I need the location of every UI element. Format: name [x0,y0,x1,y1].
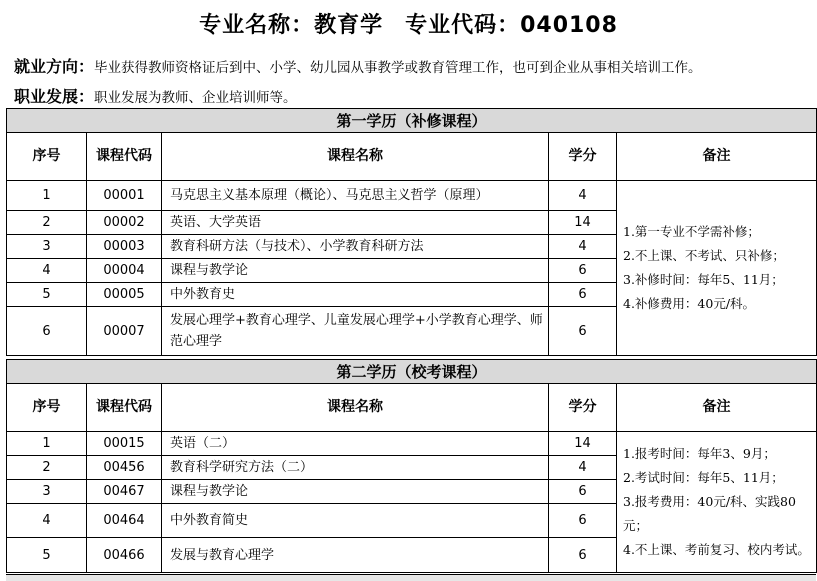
remark-line: 1.报考时间：每年3、9月； [623,446,776,461]
remark-line: 3.补修时间：每年5、11月； [623,272,784,287]
remarks-cell [617,432,817,573]
col-header-code: 课程代码 [87,133,162,181]
col-header-remarks: 备注 [617,384,817,432]
row-name: 英语（二） [162,432,549,456]
row-code: 00004 [87,259,162,283]
row-no: 4 [7,504,87,538]
row-name: 课程与教学论 [162,480,549,504]
row-code: 00467 [87,480,162,504]
remark-line: 4.补修费用：40元/科。 [623,296,756,311]
employment-direction [14,54,702,77]
row-credit: 6 [549,307,617,356]
row-credit: 6 [549,538,617,573]
row-credit: 4 [549,456,617,480]
row-code: 00003 [87,235,162,259]
col-header-remarks: 备注 [617,133,817,181]
row-no: 3 [7,235,87,259]
row-name: 中外教育史 [162,283,549,307]
col-header-credit: 学分 [549,384,617,432]
row-credit: 4 [549,181,617,211]
row-code: 00001 [87,181,162,211]
row-no: 5 [7,283,87,307]
row-name: 中外教育简史 [162,504,549,538]
row-no: 5 [7,538,87,573]
row-credit: 14 [549,432,617,456]
employment-text: 毕业获得教师资格证后到中、小学、幼儿园从事教学或教育管理工作，也可到企业从事相关培训工作。 [94,60,702,76]
row-code: 00007 [87,307,162,356]
school-exam-courses-table [6,359,817,573]
row-no: 4 [7,259,87,283]
col-header-credit: 学分 [549,133,617,181]
col-header-name: 课程名称 [162,384,549,432]
major-name: 专业名称：教育学 [199,13,384,38]
remark-line: 2.不上课、不考试、只补修； [623,248,785,263]
row-no: 2 [7,211,87,235]
row-name: 课程与教学论 [162,259,549,283]
row-code: 00466 [87,538,162,573]
row-credit: 14 [549,211,617,235]
row-no: 1 [7,181,87,211]
col-header-code: 课程代码 [87,384,162,432]
row-credit: 6 [549,504,617,538]
career-label: 职业发展： [14,87,95,106]
row-name: 发展心理学+教育心理学、儿童发展心理学+小学教育心理学、师范心理学 [162,307,549,356]
row-name: 英语、大学英语 [162,211,549,235]
col-header-name: 课程名称 [162,133,549,181]
row-name: 马克思主义基本原理（概论）、马克思主义哲学（原理） [162,181,549,211]
row-no: 6 [7,307,87,356]
remark-line: 3.报考费用：40元/科、实践80元； [623,494,796,533]
section-title: 第二学历（校考课程） [7,360,817,384]
supplementary-courses-table [6,108,817,356]
row-no: 1 [7,432,87,456]
row-credit: 4 [549,235,617,259]
remark-line: 2.考试时间：每年5、11月； [623,470,784,485]
row-name: 教育科学研究方法（二） [162,456,549,480]
row-code: 00456 [87,456,162,480]
remark-line: 1.第一专业不学需补修； [623,224,760,239]
row-credit: 6 [549,283,617,307]
employment-label: 就业方向： [14,57,95,76]
table-row [7,181,817,211]
col-header-no: 序号 [7,133,87,181]
row-credit: 6 [549,259,617,283]
remarks-cell [617,181,817,356]
section-title: 第一学历（补修课程） [7,109,817,133]
row-name: 教育科研方法（与技术）、小学教育科研方法 [162,235,549,259]
row-no: 3 [7,480,87,504]
row-code: 00464 [87,504,162,538]
row-code: 00002 [87,211,162,235]
major-code: 专业代码：040108 [405,13,618,38]
row-no: 2 [7,456,87,480]
row-code: 00015 [87,432,162,456]
col-header-no: 序号 [7,384,87,432]
remark-line: 4.不上课、考前复习、校内考试。 [623,542,810,557]
table-row [7,432,817,456]
career-development [14,84,297,107]
row-credit: 6 [549,480,617,504]
page-title [0,8,817,39]
row-name: 发展与教育心理学 [162,538,549,573]
row-code: 00005 [87,283,162,307]
career-text: 职业发展为教师、企业培训师等。 [94,90,297,106]
